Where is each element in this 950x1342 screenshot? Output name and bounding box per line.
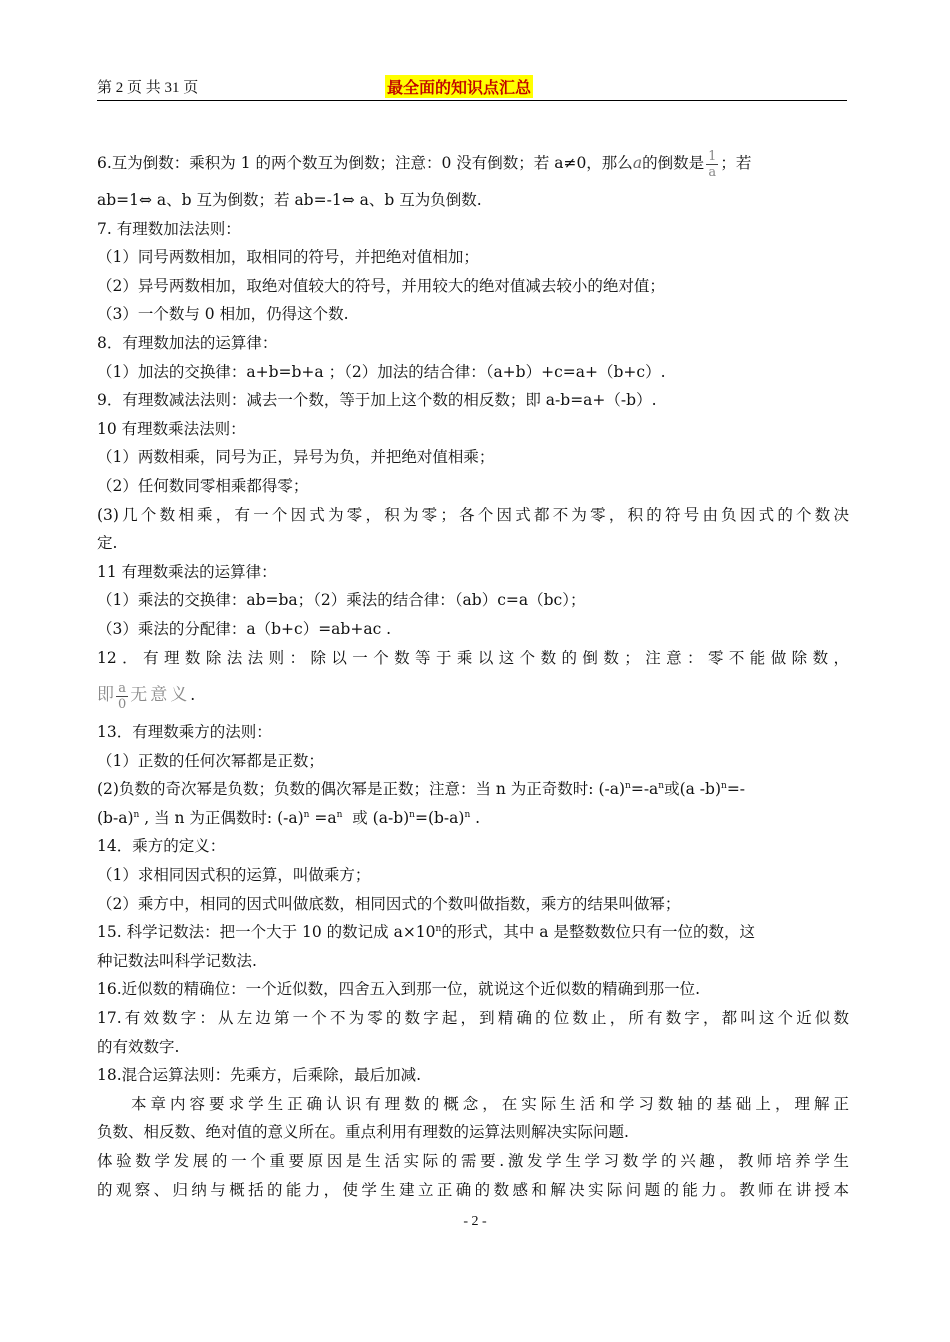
text-line-6a <box>97 140 849 186</box>
fraction-denominator: a <box>708 164 717 180</box>
text-line-15a <box>97 918 849 947</box>
text: 即 <box>97 685 114 706</box>
page-number: - 2 - <box>463 1214 487 1229</box>
fraction-a-over-0 <box>116 681 128 712</box>
text-line-11-1: （1）乘法的交换律：ab=ba；（2）乘法的结合律：（ab）c=a（bc）； <box>97 591 586 610</box>
text-line-13-1: （1）正数的任何次幂都是正数； <box>97 751 324 770</box>
superscript: n <box>625 781 631 792</box>
superscript: n <box>658 781 665 792</box>
text: (b-a) <box>97 808 134 827</box>
fraction-numerator: 1 <box>708 148 717 164</box>
text-line-10-3b: 定. <box>97 534 118 553</box>
superscript: n <box>336 809 343 820</box>
text-line-17b: 的有效数字. <box>97 1037 180 1056</box>
text-line-14: 14．乘方的定义： <box>97 837 226 856</box>
text-line-7-3: （3）一个数与 0 相加，仍得这个数. <box>97 305 349 324</box>
page-header <box>97 74 847 101</box>
text: =- <box>726 780 746 799</box>
text-line-7-2: （2）异号两数相加，取绝对值较大的符号，并用较大的绝对值减去较小的绝对值； <box>97 276 665 295</box>
paragraph-1-line-2: 负数、相反数、绝对值的意义所在。重点利用有理数的运算法则解决实际问题. <box>97 1123 629 1142</box>
fraction-numerator: a <box>116 681 128 697</box>
text-line-10-2: （2）任何数同零相乘都得零； <box>97 476 309 495</box>
text: . <box>190 686 196 705</box>
superscript: n <box>464 809 471 820</box>
text: 的倒数是 <box>642 154 705 172</box>
superscript: n <box>303 809 310 820</box>
text-line-15b: 种记数法叫科学记数法. <box>97 951 257 970</box>
text: 或(a -b) <box>664 780 722 799</box>
text: . <box>470 808 481 827</box>
text: 6.互为倒数：乘积为 1 的两个数互为倒数；注意：0 没有倒数；若 a≠0，那么 <box>97 154 633 172</box>
paragraph-2-line-2: 的观察、归纳与概括的能力，使学生建立正确的数感和解决实际问题的能力。教师在讲授本 <box>97 1180 849 1199</box>
text: =(b-a) <box>414 808 465 827</box>
text: 的形式，其中 a 是整数数位只有一位的数，这 <box>441 923 755 942</box>
header-title: 最全面的知识点汇总 <box>385 75 533 98</box>
text-line-11-2: （3）乘法的分配律：a（b+c）=ab+ac . <box>97 619 392 638</box>
text: 无意义 <box>130 685 191 706</box>
text-line-12b <box>97 672 849 718</box>
text-line-16: 16.近似数的精确位：一个近似数，四舍五入到那一位，就说这个近似数的精确到那一位. <box>97 980 701 999</box>
text-line-13: 13．有理数乘方的法则： <box>97 723 272 742</box>
text-line-18: 18.混合运算法则：先乘方，后乘除，最后加减. <box>97 1066 422 1085</box>
superscript: n <box>409 809 415 820</box>
fraction-1-over-a <box>706 149 718 180</box>
superscript: n <box>435 924 442 935</box>
text-line-10: 10 有理数乘法法则： <box>97 419 246 438</box>
text: 15. 科学记数法：把一个大于 10 的数记成 a×10 <box>97 923 436 942</box>
text-line-6b: ab=1⇔ a、b 互为倒数；若 ab=-1⇔ a、b 互为负倒数. <box>97 191 482 209</box>
text-line-14-2: （2）乘方中，相同的因式叫做底数，相同因式的个数叫做指数，乘方的结果叫做幂； <box>97 894 681 913</box>
superscript: n <box>721 781 727 792</box>
text-line-7-1: （1）同号两数相加，取相同的符号，并把绝对值相加； <box>97 248 479 267</box>
document-body <box>97 140 849 1204</box>
text-line-8: 8．有理数加法的运算律： <box>97 333 278 352</box>
text-line-7: 7. 有理数加法法则： <box>97 219 241 238</box>
text-line-10-3a: (3)几个数相乘，有一个因式为零，积为零；各个因式都不为零，积的符号由负因式的个数决 <box>97 505 849 524</box>
text: , 当 n 为正偶数时: (-a) <box>139 808 304 827</box>
text-line-13-2a <box>97 775 849 804</box>
text-line-12a: 12．有理数除法法则：除以一个数等于乘以这个数的倒数；注意：零不能做除数， <box>97 648 849 667</box>
text: 或 (a-b) <box>342 808 410 827</box>
text: ；若 <box>720 154 752 172</box>
superscript: n <box>133 809 140 820</box>
text-line-8-1: （1）加法的交换律：a+b=b+a ；（2）加法的结合律：（a+b）+c=a+（b+c）. <box>97 362 666 381</box>
text: (2)负数的奇次幂是负数；负数的偶次幂是正数；注意：当 n 为正奇数时: (-a) <box>97 780 626 799</box>
text-line-17a: 17.有效数字：从左边第一个不为零的数字起，到精确的位数止，所有数字，都叫这个近似数 <box>97 1009 849 1028</box>
paragraph-1-line-1: 本章内容要求学生正确认识有理数的概念，在实际生活和学习数轴的基础上，理解正 <box>131 1094 849 1113</box>
text: =a <box>309 808 337 827</box>
text-line-14-1: （1）求相同因式积的运算，叫做乘方； <box>97 866 371 885</box>
paragraph-2-line-1: 体验数学发展的一个重要原因是生活实际的需要.激发学生学习数学的兴趣，教师培养学生 <box>97 1152 849 1170</box>
text: =-a <box>630 780 659 799</box>
text-line-9: 9．有理数减法法则：减去一个数，等于加上这个数的相反数；即 a-b=a+（-b）. <box>97 391 657 410</box>
text-line-10-1: （1）两数相乘，同号为正，异号为负，并把绝对值相乘； <box>97 448 495 467</box>
fraction-denominator: 0 <box>118 696 127 712</box>
variable-a: a <box>632 154 643 172</box>
page-info: 第 2 页 共 31 页 <box>97 80 199 96</box>
text-line-11: 11 有理数乘法的运算律： <box>97 562 277 581</box>
text-line-13-2b <box>97 804 849 833</box>
